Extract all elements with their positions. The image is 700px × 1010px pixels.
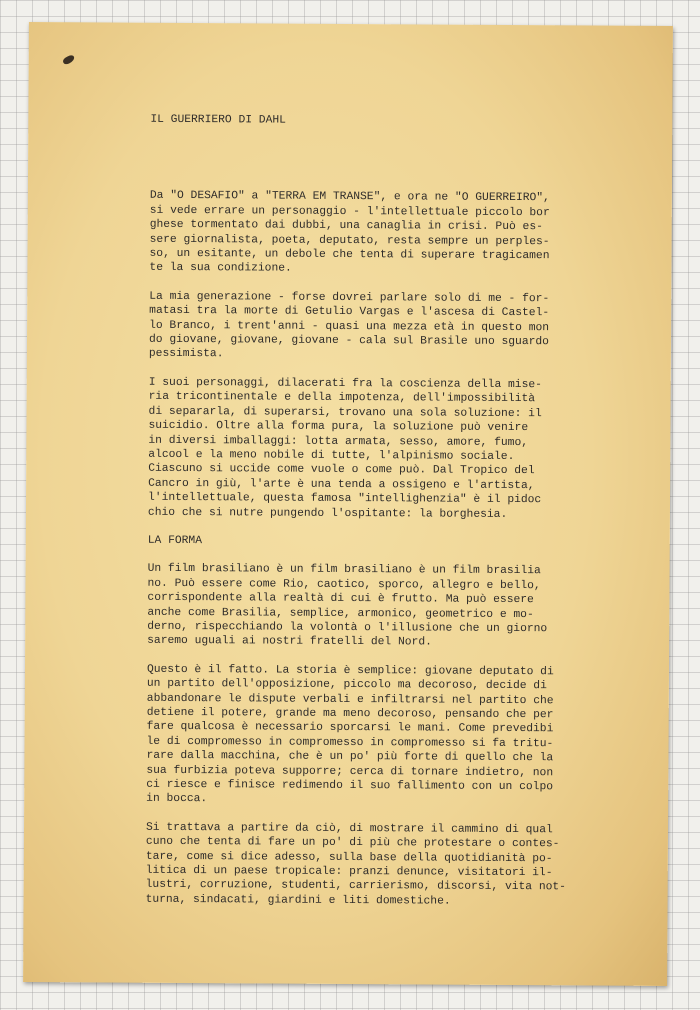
text-line: tare, come si dice adesso, sulla base della quotidianità po- [145,850,553,865]
text-line: di separarla, di superarsi, trovano una sola soluzione: il [148,405,542,420]
paragraph [146,663,647,810]
text-line: matasi tra la morte di Getulio Vargas e l'ascesa di Castel- [149,305,550,320]
paragraph [146,821,647,910]
document-section-body [146,562,648,910]
paragraph [149,290,649,365]
text-line: La mia generazione - forse dovrei parlare solo di me - for- [149,290,550,306]
text-line: lustri, corruzione, studenti, carrierismo, discorsi, vita not- [145,879,567,894]
text-line: no. Può essere come Rio, caotico, sporco, allegro e bello, [147,577,541,592]
text-line: sere giornalista, poeta, deputato, resta sempre un perples- [149,233,550,248]
text-line: Ciascuno si uccide come vuole o come può. Dal Tropico del [148,463,535,478]
text-line: alcool e la meno nobile di tutte, l'alpinismo sociale. [148,448,515,463]
paragraph [148,376,649,523]
document-intro [148,189,650,523]
text-line: Questo è il fatto. La storia è semplice: giovane deputato di [146,663,554,679]
text-line: do giovane, giovane, giovane - cala sul Brasile uno sguardo [148,333,550,349]
text-line: corrispondente alla realtà di cui è frutto. Ma può essere [147,591,534,607]
paragraph [147,562,648,651]
text-line: rare dalla macchina, che è un po' più forte di quello che la [146,749,554,765]
text-line: in diversi imballaggi: lotta armata, sesso, amore, fumo, [148,434,529,449]
text-line: l'intellettuale, questa famosa "intellighenzia" è il pidoc [147,491,542,507]
section-heading: LA FORMA [147,534,203,548]
text-line: pessimista. [148,348,224,361]
text-line: ria tricontinentale e della impotenza, dell'impossibilità [148,391,536,406]
text-line: Cancro in giù, l'arte è una tenda a ossigeno e l'artista, [148,477,535,492]
text-line: I suoi personaggi, dilacerati fra la coscienza della mise- [148,376,542,392]
typed-sheet [23,22,673,986]
text-line: Un film brasiliano è un film brasiliano è un film brasilia [147,563,541,578]
text-line: sua furbizia poteva supporre; cerca di tornare indietro, non [146,764,554,779]
text-line: ghese tormentato dai dubbi, una canaglia in crisi. Può es- [149,219,543,234]
paper-hole [62,54,76,65]
text-line: chio che si nutre pungendo l'ospitante: la borghesia. [147,506,508,521]
text-line: so, un esitante, un debole che tenta di superare tragicamen [149,247,550,263]
document-title: IL GUERRIERO DI DAHL [150,113,286,127]
text-line: lo Branco, i trent'anni - quasi una mezza età in questo mon [149,319,550,334]
document-body [145,113,650,924]
text-line: in bocca. [146,793,208,806]
text-line: litica di un paese tropicale: pranzi denunce, visitatori il- [145,864,553,880]
text-line: un partito dell'opposizione, piccolo ma decoroso, decide di [146,677,547,693]
text-line: derno, rispecchiando la volontà o l'illusione che un giorno [147,620,548,636]
text-line: detiene il potere, grande ma meno decoroso, pensando che per [146,706,554,722]
text-line: ci riesce e finisce redimendo il suo fallimento con un colpo [146,778,554,794]
paragraph [149,189,650,278]
text-line: saremo uguali ai nostri fratelli del Nord. [147,635,432,649]
text-line: abbandonare le dispute verbali e infiltrarsi nel partito che [146,692,554,707]
text-line: le di compromesso in compromesso in compromesso si fa tritu- [146,735,554,751]
text-line: Da "O DESAFIO" a "TERRA EM TRANSE", e ora ne "O GUERREIRO", [149,190,550,205]
text-line: Si trattava a partire da ciò, di mostrare il cammino di qual [145,821,553,837]
text-line: te la sua condizione. [149,262,292,276]
text-line: suicidio. Oltre alla forma pura, la soluzione può venire [148,419,529,435]
text-line: si vede errare un personaggio - l'intellettuale piccolo bor [149,204,550,220]
text-line: cuno che tenta di fare un po' di più che protestare o contes- [145,836,560,851]
text-line: anche come Brasilia, semplice, armonico, geometrico e mo- [147,606,534,621]
text-line: turna, sindacati, giardini e liti domestiche. [145,893,451,908]
text-line: fare qualcosa è necessario sporcarsi le mani. Come prevedibi [146,721,554,736]
